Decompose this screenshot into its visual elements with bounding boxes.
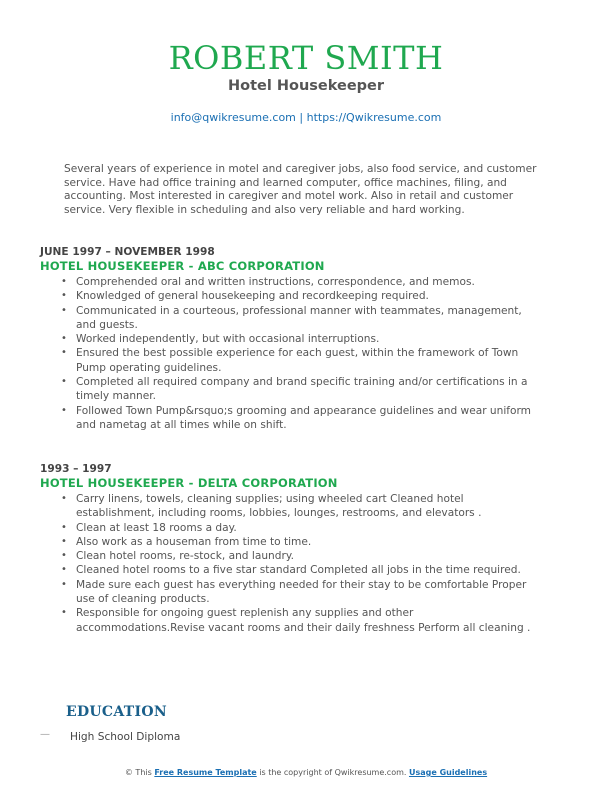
email-link[interactable]: info@qwikresume.com [170,111,296,124]
experience-bullets [40,275,560,432]
bullet-item: • Worked independently, but with occasional interruptions. [61,333,380,346]
free-resume-template-link[interactable]: Free Resume Template [154,768,257,777]
bullet-item: • Followed Town Pump&rsquo;s grooming and appearance guidelines and wear uniform and nametag at all times while on shift. [61,404,532,431]
bullet-icon: • [61,535,67,547]
bullet-icon: • [61,607,67,619]
education-item: High School Diploma [70,731,181,743]
bullet-item: • Comprehended oral and written instructions, correspondence, and memos. [61,276,475,288]
bullet-item: • Communicated in a courteous, professional manner with teammates, management, and guests. [61,304,522,331]
bullet-item: • Completed all required company and brand specific training and/or certifications in a timely manner. [61,376,528,403]
experience-role: HOTEL HOUSEKEEPER - DELTA CORPORATION [40,476,338,490]
bullet-item: • Clean hotel rooms, re-stock, and laundry. [61,550,294,563]
bullet-item: • Also work as a houseman from time to time. [61,535,312,548]
bullet-item: • Knowledged of general housekeeping and recordkeeping required. [61,290,429,303]
bullet-icon: • [61,550,67,562]
experience-dates: JUNE 1997 – NOVEMBER 1998 [40,246,215,258]
bullet-item: • Ensured the best possible experience for each guest, within the framework of Town Pump operating guidelines. [61,347,519,374]
bullet-icon: • [61,521,67,533]
bullet-icon: • [61,578,67,590]
education-heading: EDUCATION [66,704,167,720]
footer-middle: is the copyright of Qwikresume.com. [256,768,409,777]
summary-paragraph: Several years of experience in motel and caregiver jobs, also food service, and customer service. Have had office training and learned computer, office machines, filing, and accounting. Most interested in caregiver and motel work. Also in retail and customer service. Very flexible in scheduling and also very reliable and hard working. [64,163,537,216]
candidate-name: ROBERT SMITH [168,39,444,77]
bullet-item: • Responsible for ongoing guest replenish any supplies and other accommodations.Revise vacant rooms and their daily freshness Perform all cleaning . [61,607,531,634]
experience-role: HOTEL HOUSEKEEPER - ABC CORPORATION [40,259,325,273]
bullet-icon: • [61,304,67,316]
usage-guidelines-link[interactable]: Usage Guidelines [408,768,488,777]
bullet-icon: • [61,276,67,287]
bullet-item: • Made sure each guest has everything needed for their stay to be comfortable Proper use of cleaning products. [61,578,527,606]
bullet-icon: • [61,564,67,576]
contact-line [0,111,612,124]
experience-dates: 1993 – 1997 [40,463,112,475]
bullet-item: • Carry linens, towels, cleaning supplies; using wheeled cart Cleaned hotel establishment, including rooms, lobbies, lounges, restrooms, and elevators . [61,493,482,520]
experience-entry-2 [40,463,560,635]
bullet-icon: • [61,347,67,359]
footer-copyright [0,768,612,777]
bullet-icon: • [61,404,67,416]
bullet-icon: • [61,493,67,504]
bullet-icon: • [61,376,67,388]
footer-prefix: © This [124,768,155,777]
education-dash: — [40,729,50,740]
bullet-item: • Clean at least 18 rooms a day. [61,521,237,534]
experience-bullets [40,492,560,635]
bullet-item: • Cleaned hotel rooms to a five star standard Completed all jobs in the time required. [61,564,521,577]
bullet-icon: • [61,290,67,302]
contact-separator: | [295,111,307,124]
website-link[interactable]: https://Qwikresume.com [306,111,442,124]
candidate-title: Hotel Housekeeper [227,78,385,94]
bullet-icon: • [61,333,67,345]
experience-entry-1 [40,246,560,432]
